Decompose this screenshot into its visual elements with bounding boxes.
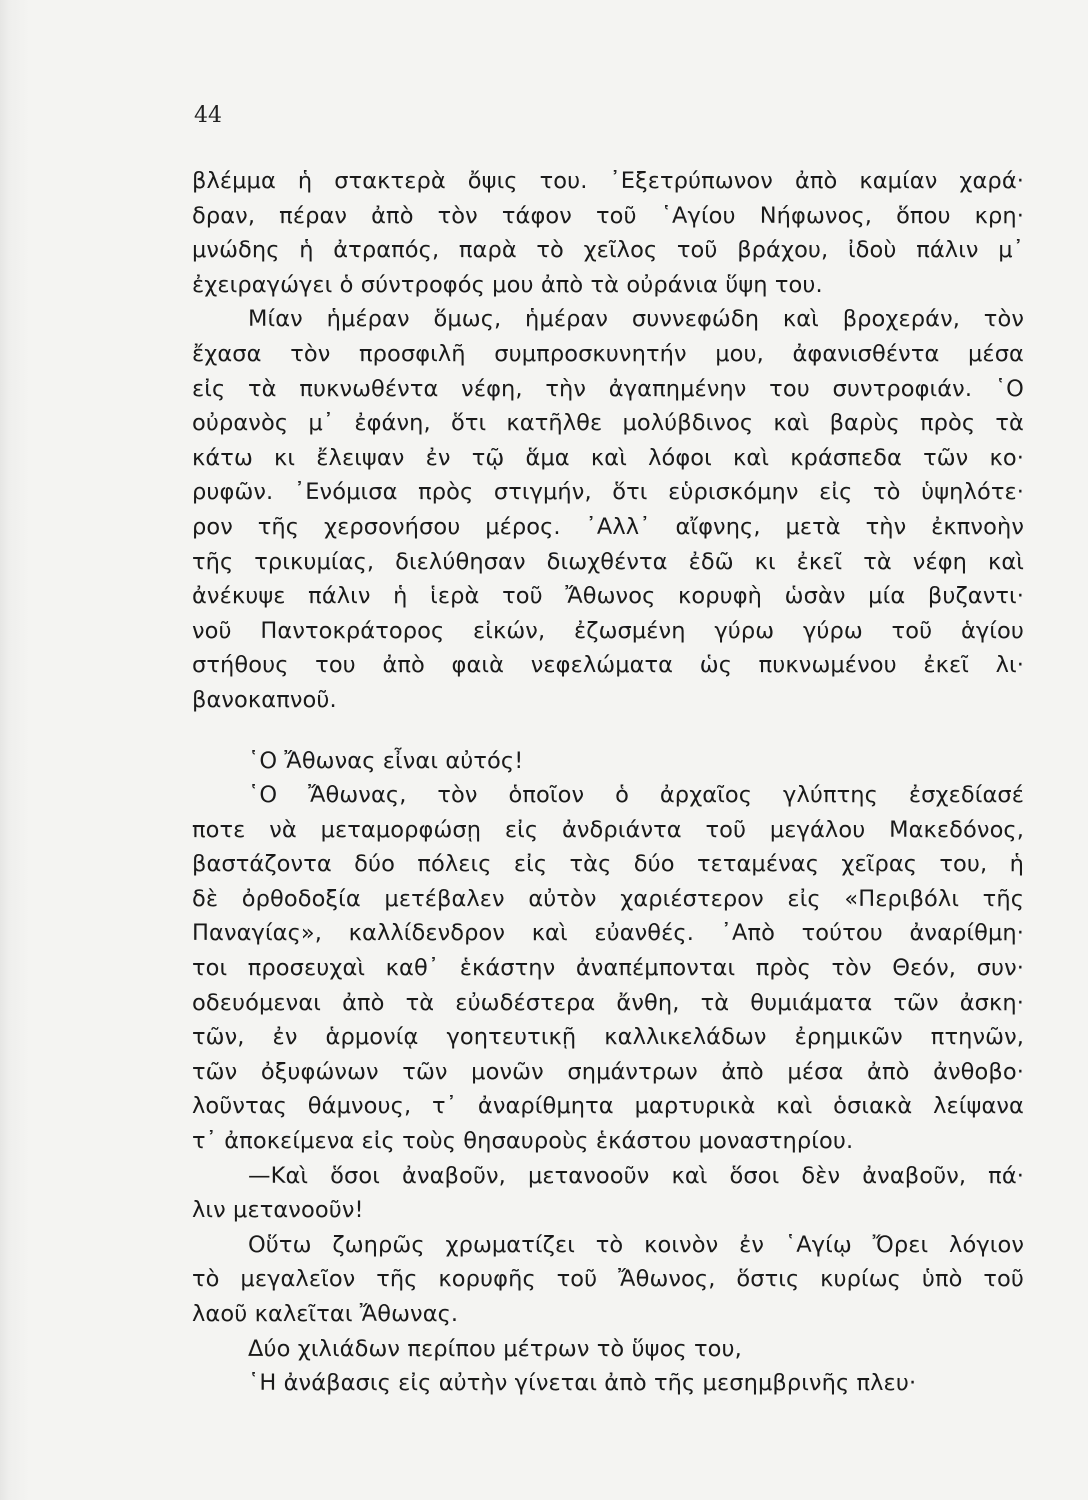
text-line: στήθους του ἀπὸ φαιὰ νεφελώματα ὡς πυκνωμένου ἐκεῖ λι·: [192, 652, 1024, 679]
text-line: τ᾿ ἀποκείμενα εἰς τοὺς θησαυροὺς ἑκάστου μοναστηρίου.: [192, 1128, 854, 1155]
text-line: λοῦντας θάμνους, τ᾿ ἀναρίθμητα μαρτυρικὰ καὶ ὁσιακὰ λείψανα: [192, 1093, 1024, 1120]
text-line: ρον τῆς χερσονήσου μέρος. ᾿Αλλ᾿ αἴφνης, μετὰ τὴν ἐκπνοὴν: [192, 513, 1024, 540]
text-line: —Καὶ ὅσοι ἀναβοῦν, μετανοοῦν καὶ ὅσοι δὲν ἀναβοῦν, πά·: [248, 1162, 1024, 1189]
text-line: τῶν ὀξυφώνων τῶν μονῶν σημάντρων ἀπὸ μέσα ἀπὸ ἀνθοβο·: [192, 1058, 1024, 1085]
text-line: ποτε νὰ μεταμορφώσῃ εἰς ἀνδριάντα τοῦ μεγάλου Μακεδόνος,: [192, 816, 1024, 843]
text-line: βανοκαπνοῦ.: [192, 686, 337, 713]
text-line: βλέμμα ἡ στακτερὰ ὄψις του. ᾿Εξετρύπωνον ἀπὸ καμίαν χαρά·: [192, 168, 1024, 194]
text-line: τὸ μεγαλεῖον τῆς κορυφῆς τοῦ Ἄθωνος, ὅστις κυρίως ὑπὸ τοῦ: [192, 1266, 1024, 1293]
text-line: ρυφῶν. ᾿Ενόμισα πρὸς στιγμήν, ὅτι εὑρισκόμην εἰς τὸ ὑψηλότε·: [192, 479, 1024, 506]
text-line: ἔχασα τὸν προσφιλῆ συμπροσκυνητήν μου, ἀφανισθέντα μέσα: [192, 340, 1024, 367]
text-line: λαοῦ καλεῖται Ἄθωνας.: [192, 1301, 459, 1327]
text-line: Παναγίας», καλλίδενδρον καὶ εὐανθές. ᾿Απὸ τούτου ἀναρίθμη·: [192, 920, 1024, 947]
text-line: ἐχειραγώγει ὁ σύντροφός μου ἀπὸ τὰ οὐράνια ὕψη του.: [192, 271, 823, 298]
text-line: δραν, πέραν ἀπὸ τὸν τάφον τοῦ ῾Αγίου Νήφωνος, ὅπου κρη·: [192, 202, 1024, 229]
text-line: βαστάζοντα δύο πόλεις εἰς τὰς δύο τεταμένας χεῖρας του, ἡ: [192, 851, 1024, 878]
text-line: ἀνέκυψε πάλιν ἡ ἱερὰ τοῦ Ἄθωνος κορυφὴ ὡσὰν μία βυζαντι·: [192, 583, 1024, 610]
text-line: Μίαν ἡμέραν ὅμως, ἡμέραν συννεφώδη καὶ βροχεράν, τὸν: [248, 306, 1024, 333]
text-line: δὲ ὀρθοδοξία μετέβαλεν αὐτὸν χαριέστερον εἰς «Περιβόλι τῆς: [192, 885, 1024, 912]
text-line: οδευόμεναι ἀπὸ τὰ εὐωδέστερα ἄνθη, τὰ θυμιάματα τῶν ἀσκη·: [192, 989, 1024, 1016]
text-line: ῾Η ἀνάβασις εἰς αὐτὴν γίνεται ἀπὸ τῆς μεσημβρινῆς πλευ·: [248, 1370, 917, 1397]
text-line: μνώδης ἡ ἀτραπός, παρὰ τὸ χεῖλος τοῦ βράχου, ἰδοὺ πάλιν μ᾿: [192, 237, 1024, 264]
page-edge: [0, 0, 30, 1500]
text-line: οὐρανὸς μ᾿ ἐφάνη, ὅτι κατῆλθε μολύβδινος καὶ βαρὺς πρὸς τὰ: [192, 410, 1024, 437]
text-line: Οὕτω ζωηρῶς χρωματίζει τὸ κοινὸν ἐν ῾Αγίῳ Ὄρει λόγιον: [248, 1231, 1024, 1258]
text-line: ῾Ο Ἄθωνας, τὸν ὁποῖον ὁ ἀρχαῖος γλύπτης ἐσχεδίασέ: [248, 782, 1024, 809]
text-line: ῾Ο Ἄθωνας εἶναι αὐτός!: [248, 747, 524, 774]
text-line: τοι προσευχαὶ καθ᾿ ἑκάστην ἀναπέμπονται πρὸς τὸν Θεόν, συν·: [192, 955, 1024, 982]
text-line: λιν μετανοοῦν!: [192, 1197, 364, 1224]
text-line: νοῦ Παντοκράτορος εἰκών, ἐζωσμένη γύρω γύρω τοῦ ἁγίου: [192, 617, 1024, 644]
text-line: εἰς τὰ πυκνωθέντα νέφη, τὴν ἀγαπημένην του συντροφιάν. ῾Ο: [192, 375, 1024, 402]
body-text: [192, 164, 1024, 1401]
page-number: 44: [194, 103, 222, 128]
text-line: τῆς τρικυμίας, διελύθησαν διωχθέντα ἐδῶ κι ἐκεῖ τὰ νέφη καὶ: [192, 548, 1024, 575]
text-line: κάτω κι ἔλειψαν ἐν τῷ ἅμα καὶ λόφοι καὶ κράσπεδα τῶν κο·: [192, 444, 1024, 471]
text-line: τῶν, ἐν ἁρμονίᾳ γοητευτικῇ καλλικελάδων ἐρημικῶν πτηνῶν,: [192, 1024, 1024, 1051]
text-line: Δύο χιλιάδων περίπου μέτρων τὸ ὕψος του,: [248, 1335, 742, 1362]
